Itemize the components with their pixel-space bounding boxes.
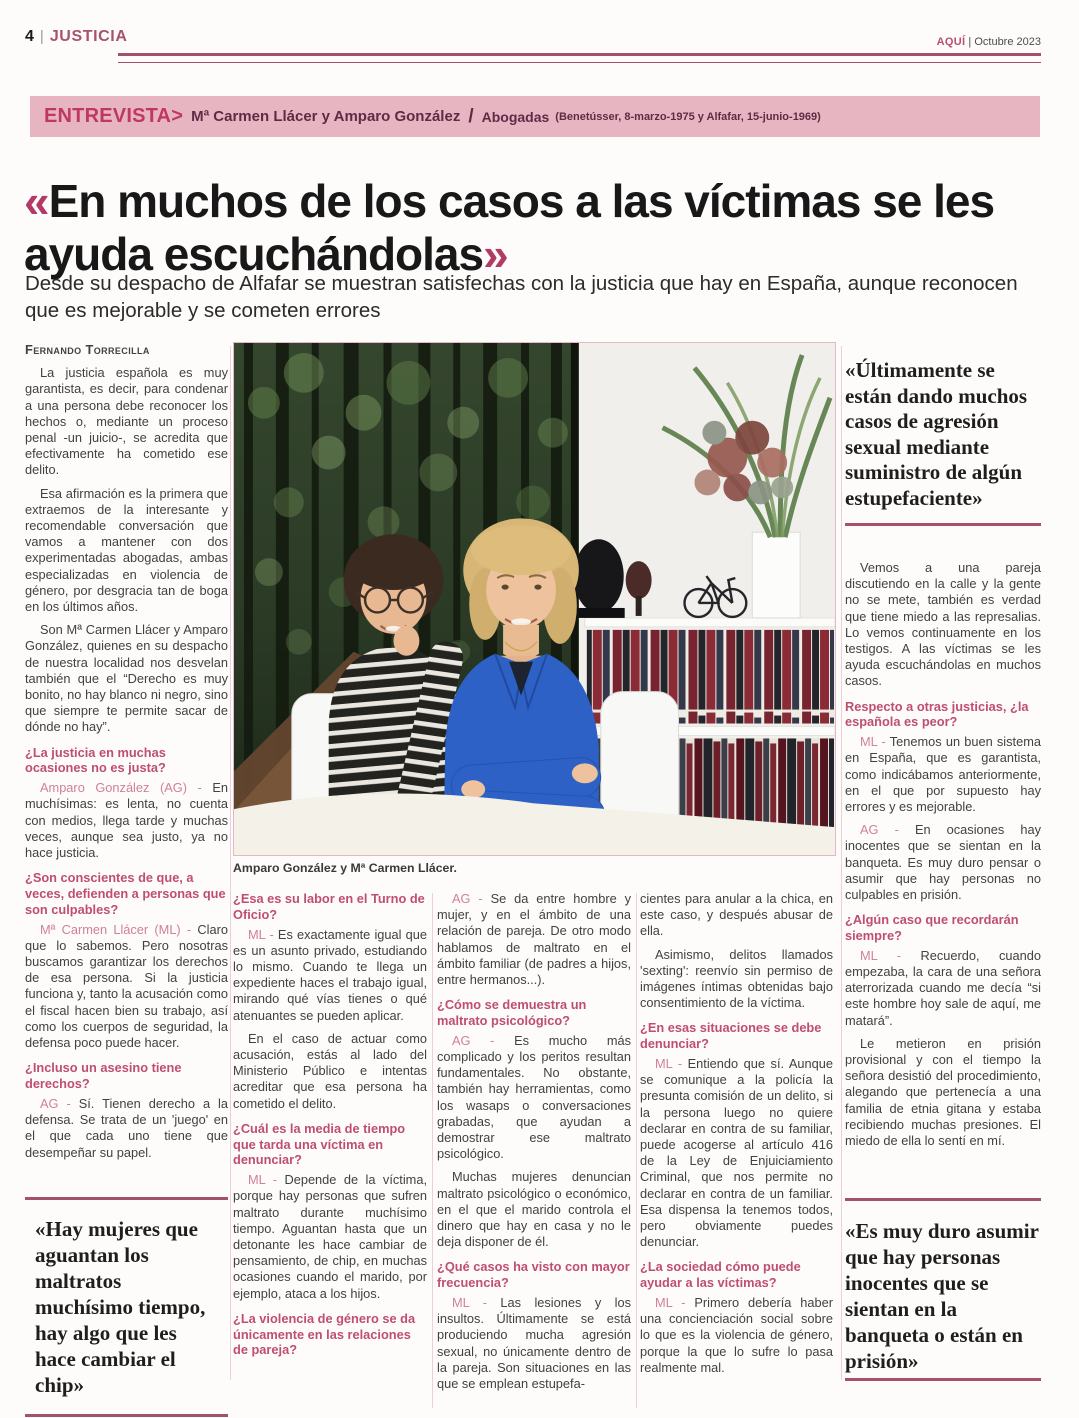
answer-text: Recuerdo, cuando empezaba, la cara de una señora aterrorizada cuando me decía “si este hombre hoy sale de aquí, me matará”. xyxy=(845,947,1041,1028)
page-header-right xyxy=(937,36,1041,48)
banner-slash: / xyxy=(468,105,474,127)
paragraph: Muchas mujeres denuncian maltrato psicológico o económico, en el que el marido controla el dinero que hay en casa y no le deja disponer de él. xyxy=(437,1169,631,1250)
headline xyxy=(24,175,1032,282)
paragraph: Son Mª Carmen Llácer y Amparo González, quienes en su despacho de nuestra localidad nos desvelan también que el “Derecho es muy bonito, no hay blanco ni negro, sino que siempre te permite sacar de dónde no hay”. xyxy=(25,622,228,735)
answer xyxy=(845,734,1041,815)
speaker-label: AG - xyxy=(452,891,483,906)
interview-photo xyxy=(233,342,836,856)
masthead: AQUÍ xyxy=(936,36,966,48)
paragraph: Vemos a una pareja discutiendo en la calle y la gente no se mete, también es verdad que tiene miedo a las represalias. Lo vemos continuamente en los testigos. A las víctimas se les ayuda escuchándolas en muchos casos. xyxy=(845,560,1041,689)
speaker-label: AG - xyxy=(860,822,899,838)
answer-text: Tenemos un buen sistema en España, que es garantista, como indicábamos anteriormente, en el que por supuesto hay errores y es mejorable. xyxy=(845,734,1041,815)
speaker-label: AG - xyxy=(452,1032,495,1048)
answer-text: Las lesiones y los insultos. Últimamente se está produciendo mucha agresión sexual, no únicamente dentro de la pareja. Son situaciones en las que se emplean estupefa- xyxy=(437,1295,631,1392)
column-divider xyxy=(432,893,433,1408)
answer xyxy=(640,1056,833,1250)
headline-close-guillemet: » xyxy=(483,228,508,281)
column-2 xyxy=(233,891,427,1418)
speaker-label: ML - xyxy=(655,1295,686,1311)
question: ¿La justicia en muchas ocasiones no es justa? xyxy=(25,744,166,776)
interviewee-role: Abogadas xyxy=(481,108,550,125)
interview-photo-illustration xyxy=(234,343,835,855)
answer-text: Sí. Tienen derecho a la defensa. Se trata de un 'juego' en el que cada uno tiene que desempeñar su papel. xyxy=(25,1095,228,1160)
column-divider xyxy=(230,346,231,1380)
answer xyxy=(437,1295,631,1392)
issue-date: | Octubre 2023 xyxy=(968,36,1041,48)
question: ¿Algún caso que recordarán siempre? xyxy=(845,912,1019,944)
question: ¿Cómo se demuestra un maltrato psicológico? xyxy=(437,997,587,1029)
column-4 xyxy=(640,891,833,1418)
answer-text: Es mucho más complicado y los peritos resultan fundamentales. No obstante, también hay herramientas, como los wasaps o conversaciones grabadas, que ayudan a demostrar ese maltrato psicológico. xyxy=(437,1032,631,1162)
column-divider xyxy=(636,893,637,1408)
headline-text: En muchos de los casos a las víctimas se les ayuda escuchándolas xyxy=(24,174,995,281)
paragraph: La justicia española es muy garantista, es decir, para condenar a una persona debe reconocer los hechos o, mediante un proceso penal -un juicio-, se acredita que efectivamente ha cometido ese delito. xyxy=(25,365,228,478)
page-header-left xyxy=(25,28,128,46)
speaker-label: ML - xyxy=(860,734,886,750)
question: ¿La violencia de género se da únicamente en las relaciones de pareja? xyxy=(233,1310,416,1358)
column-3 xyxy=(437,891,631,1418)
speaker-label: ML - xyxy=(860,947,902,963)
interview-banner xyxy=(30,96,1040,137)
question: ¿Cuál es la media de tiempo que tarda una víctima en denunciar? xyxy=(233,1120,406,1168)
pull-quote-sidebar-bottom: «Es muy duro asumir que hay personas inocentes que se sientan en la banqueta o están en prisión» xyxy=(845,1219,1039,1373)
answer-text: Claro que lo sabemos. Pero nosotras buscamos garantizar los derechos de esa persona. Si la justicia funciona y, tanto la acusación como el fiscal hacen bien su trabajo, así como los cuerpos de seguridad, la defensa poco puede hacer. xyxy=(25,921,228,1051)
column-sidebar xyxy=(845,560,1041,1200)
pull-quote-left: «Hay mujeres que aguantan los maltratos muchísimo tiempo, hay algo que les hace cambiar el chip» xyxy=(25,1197,228,1417)
section-title: JUSTICIA xyxy=(49,28,128,45)
question: ¿Incluso un asesino tiene derechos? xyxy=(25,1060,182,1092)
paragraph: Esa afirmación es la primera que extraemos de la interesante y recomendable conversación que vamos a mantener con dos experimentadas abogadas, ambas especializadas en violencia de género, por desgracia tan de boga en los últimos años. xyxy=(25,485,228,615)
answer xyxy=(25,780,228,861)
headline-open-guillemet: « xyxy=(24,174,49,227)
answer xyxy=(640,1295,833,1376)
answer xyxy=(233,1172,427,1302)
kicker-label: ENTREVISTA> xyxy=(44,105,184,127)
paragraph: Le metieron en prisión provisional y con el tiempo la señora desistió del procedimiento, alegando que pertenecía a una familia de etnia gitana y estaba recibiendo muchas presiones. El miedo de ella lo sentí en mí. xyxy=(845,1035,1041,1149)
answer xyxy=(25,922,228,1052)
sidebar-rule-top xyxy=(845,523,1041,526)
answer-text: Es exactamente igual que es un asunto privado, estudiando lo mismo. Cuando te llega un expediente haces el trabajo igual, mirando qué vías tienes o qué atenuantes se pueden aplicar. xyxy=(233,926,427,1023)
paragraph: cientes para anular a la chica, en este caso, y después abusar de ella. xyxy=(640,891,833,939)
speaker-label: ML - xyxy=(452,1295,487,1311)
answer xyxy=(25,1096,228,1161)
question: ¿En esas situaciones se debe denunciar? xyxy=(640,1020,822,1052)
header-double-rule xyxy=(118,53,1041,63)
question: ¿Qué casos ha visto con mayor frecuencia? xyxy=(437,1259,630,1291)
answer xyxy=(437,891,631,988)
answer xyxy=(233,927,427,1024)
interviewee-names: Mª Carmen Llácer y Amparo González xyxy=(191,108,461,125)
question: ¿La sociedad cómo puede ayudar a las víctimas? xyxy=(640,1259,801,1291)
answer-text: Depende de la víctima, porque hay personas que sufren maltrato durante muchísimo tiempo. Aguantan hasta que un detonante les hace cambiar de pensamiento, de chip, en muchas ocasiones cuando el marido, por ejemplo, ataca a los hijos. xyxy=(233,1172,427,1301)
sidebar-rule-mid xyxy=(845,1198,1041,1201)
paragraph: Asimismo, delitos llamados 'sexting': reenvío sin permiso de imágenes íntimas obtenidas bajo consentimiento de la víctima. xyxy=(640,946,833,1011)
speaker-label: ML - xyxy=(655,1056,683,1072)
answer xyxy=(845,822,1041,903)
photo-caption: Amparo González y Mª Carmen Llácer. xyxy=(233,861,457,875)
byline: Fernando Torrecilla xyxy=(25,342,150,357)
answer-text: Primero debería haber una concienciación social sobre lo que es la violencia de género, porque la que lo sufre lo pasa realmente mal. xyxy=(640,1295,833,1375)
speaker-label: ML - xyxy=(248,926,274,942)
question: ¿Esa es su labor en el Turno de Oficio? xyxy=(233,891,425,922)
speaker-label: ML - xyxy=(248,1172,278,1188)
column-divider xyxy=(841,346,842,1380)
standfirst: Desde su despacho de Alfafar se muestran satisfechas con la justicia que hay en España, aunque reconocen que es mejorable y se cometen errores xyxy=(25,272,1018,322)
answer-text: En muchísimas: es lenta, no cuenta con medios, llega tarde y muchas veces, aunque sea justo, ya no hace justicia. xyxy=(25,780,228,861)
interviewee-details: (Benetússer, 8-marzo-1975 y Alfafar, 15-junio-1969) xyxy=(555,110,821,123)
answer xyxy=(845,948,1041,1029)
answer-text: En ocasiones hay inocentes que se sientan en la banqueta. Es muy duro pensar o asumir que hay personas no culpables en prisión. xyxy=(845,822,1041,903)
speaker-label: AG - xyxy=(40,1095,71,1111)
answer-text: Entiendo que sí. Aunque se comunique a la policía la presunta comisión de un delito, si la persona luego no quiere declarar en contra de su familiar, puede acogerse al artículo 416 de la Ley de Enjuiciamiento Criminal, que nos permite no declarar en contra de un familiar. Esa dispensa la tenemos todos, pero obviamente puedes denunciar. xyxy=(640,1056,833,1250)
page-number: 4 xyxy=(25,28,34,45)
paragraph: En el caso de actuar como acusación, estás al lado del Ministerio Público e intentas acreditar que esa persona ha cometido el delito. xyxy=(233,1030,427,1111)
pull-quote-sidebar-top: «Últimamente se están dando muchos casos de agresión sexual mediante suministro de algún estupefaciente» xyxy=(845,358,1028,510)
header-divider: | xyxy=(39,28,44,45)
answer-text: Se da entre hombre y mujer, y en el ámbito de una relación de pareja. De otro modo hablamos de maltrato en el ámbito familiar (de padres a hijos, entre hermanos...). xyxy=(437,891,631,988)
question: Respecto a otras justicias, ¿la española es peor? xyxy=(845,698,1029,730)
answer xyxy=(437,1033,631,1163)
question: ¿Son conscientes de que, a veces, defienden a personas que son culpables? xyxy=(25,870,226,917)
speaker-label: Amparo González (AG) - xyxy=(40,780,202,796)
speaker-label: Mª Carmen Llácer (ML) - xyxy=(40,921,192,937)
sidebar-rule-bottom xyxy=(845,1378,1041,1381)
column-left xyxy=(25,342,228,1192)
